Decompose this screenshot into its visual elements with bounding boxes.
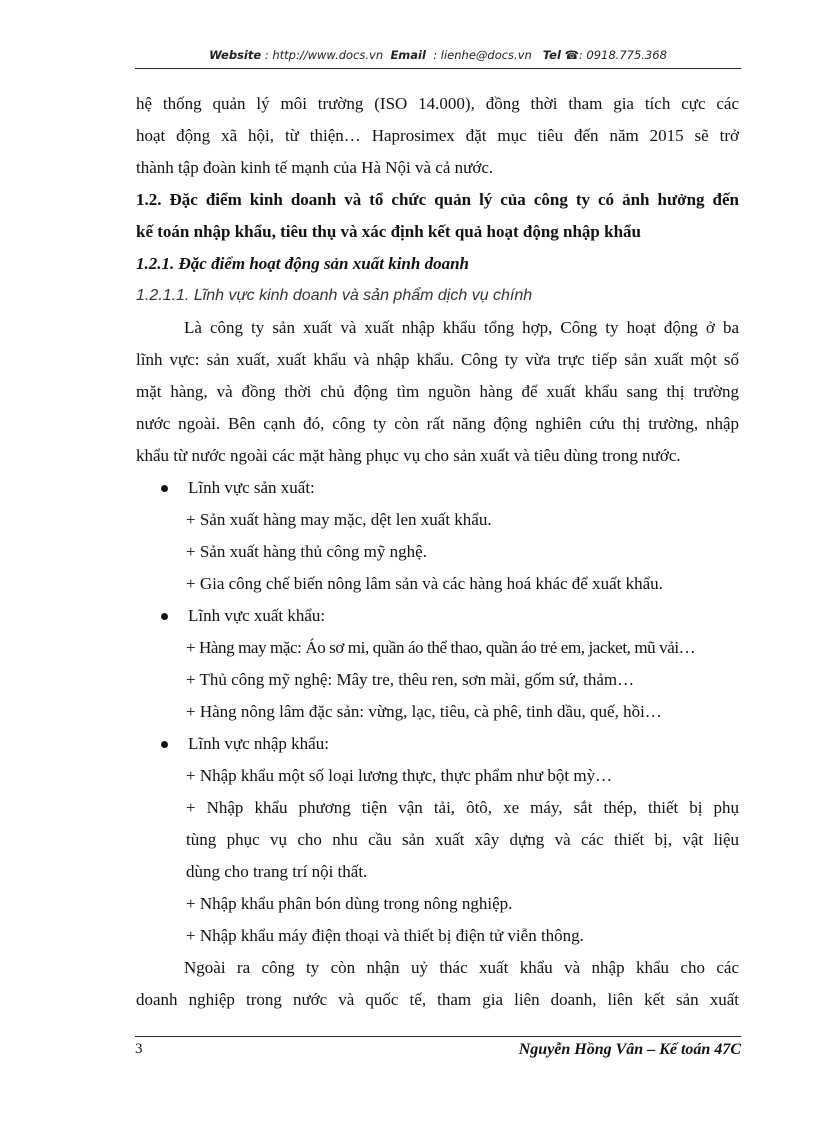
paragraph-line: mặt hàng, và đồng thời chủ động tìm nguồn hàng để xuất khẩu sang thị trường: [136, 382, 739, 401]
paragraph-line: khẩu từ nước ngoài các mặt hàng phục vụ cho sản xuất và tiêu dùng trong nước.: [136, 446, 681, 465]
subsubsection-heading: 1.2.1.1. Lĩnh vực kinh doanh và sản phẩm dịch vụ chính: [136, 287, 533, 304]
page-number: 3: [135, 1041, 143, 1057]
list-item: dùng cho trang trí nội thất.: [186, 862, 368, 881]
email-label: Email: [390, 48, 426, 62]
paragraph-line: thành tập đoàn kinh tế mạnh của Hà Nội và cả nước.: [136, 158, 494, 177]
website-label: Website: [209, 48, 262, 62]
list-item: + Hàng may mặc: Áo sơ mi, quần áo thể thao, quần áo trẻ em, jacket, mũ vải…: [186, 638, 696, 657]
list-item: + Gia công chế biến nông lâm sản và các hàng hoá khác để xuất khẩu.: [186, 574, 663, 593]
list-item: + Hàng nông lâm đặc sản: vừng, lạc, tiêu, cà phê, tinh dầu, quế, hồi…: [186, 702, 662, 721]
list-item: + Nhập khẩu phân bón dùng trong nông nghiệp.: [186, 894, 513, 913]
phone-icon: ☎: [564, 48, 579, 62]
list-item: tùng phục vụ cho nhu cầu sản xuất xây dựng và các thiết bị, vật liệu: [186, 830, 739, 849]
tel-label: Tel: [542, 48, 561, 62]
bullet-item: [136, 600, 739, 632]
paragraph-line: hoạt động xã hội, từ thiện… Haprosimex đặt mục tiêu đến năm 2015 sẽ trở: [136, 126, 739, 145]
tel-value: 0918.775.368: [586, 48, 667, 62]
document-body: [136, 88, 739, 1016]
section-heading: kế toán nhập khẩu, tiêu thụ và xác định kết quả hoạt động nhập khẩu: [136, 222, 642, 241]
paragraph-line: lĩnh vực: sản xuất, xuất khẩu và nhập khẩu. Công ty vừa trực tiếp sản xuất một số: [136, 350, 739, 369]
list-item: + Nhập khẩu một số loại lương thực, thực phẩm như bột mỳ…: [186, 766, 613, 785]
paragraph-line: Là công ty sản xuất và xuất nhập khẩu tổng hợp, Công ty hoạt động ở ba: [184, 318, 739, 337]
bullet-icon: [161, 485, 168, 492]
bullet-item: [136, 728, 739, 760]
bullet-icon: [161, 613, 168, 620]
bullet-label: Lĩnh vực sản xuất:: [188, 478, 315, 497]
list-item: + Nhập khẩu phương tiện vận tải, ôtô, xe máy, sắt thép, thiết bị phụ: [186, 798, 739, 817]
list-item: + Sản xuất hàng thủ công mỹ nghệ.: [186, 542, 427, 561]
bullet-label: Lĩnh vực xuất khẩu:: [188, 606, 326, 625]
subsection-heading: 1.2.1. Đặc điểm hoạt động sản xuất kinh doanh: [136, 254, 469, 273]
website-value[interactable]: http://www.docs.vn: [272, 48, 384, 62]
list-item: + Nhập khẩu máy điện thoại và thiết bị điện tử viễn thông.: [186, 926, 584, 945]
bullet-label: Lĩnh vực nhập khẩu:: [188, 734, 329, 753]
paragraph-line: nước ngoài. Bên cạnh đó, công ty còn rất năng động nghiên cứu thị trường, nhập: [136, 414, 739, 433]
list-item: + Sản xuất hàng may mặc, dệt len xuất khẩu.: [186, 510, 492, 529]
footer-author: Nguyễn Hồng Vân – Kế toán 47C: [518, 1041, 741, 1058]
page-header: Website : http://www.docs.vn Email : lienhe@docs.vn Tel ☎: 0918.775.368: [135, 44, 741, 69]
bullet-icon: [161, 741, 168, 748]
paragraph-line: doanh nghiệp trong nước và quốc tế, tham gia liên doanh, liên kết sản xuất: [136, 990, 739, 1009]
email-value[interactable]: lienhe@docs.vn: [440, 48, 532, 62]
paragraph-line: hệ thống quản lý môi trường (ISO 14.000), đồng thời tham gia tích cực các: [136, 94, 739, 113]
list-item: + Thủ công mỹ nghệ: Mây tre, thêu ren, sơn mài, gốm sứ, thảm…: [186, 670, 635, 689]
section-heading: 1.2. Đặc điểm kinh doanh và tổ chức quản lý của công ty có ảnh hưởng đến: [136, 190, 739, 209]
bullet-item: [136, 472, 739, 504]
page-footer: [135, 1036, 741, 1067]
paragraph-line: Ngoài ra công ty còn nhận uỷ thác xuất khẩu và nhập khẩu cho các: [184, 958, 739, 977]
